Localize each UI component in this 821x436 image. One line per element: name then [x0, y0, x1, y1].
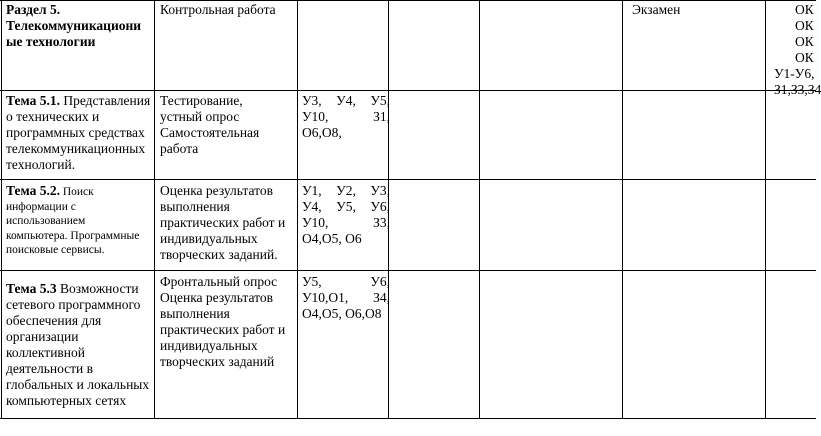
- codes-5-3: У5, У6, У10,О1, З4, О4,О5, О6,О8: [302, 274, 390, 321]
- col-border-5: [622, 0, 623, 419]
- form-5-1: Тестирование, устный опрос Самостоятельная работа: [160, 93, 260, 156]
- col-border-2: [297, 0, 298, 419]
- row-border-4: [0, 418, 816, 419]
- section-competencies: ОК ОК ОК ОК У1-У6, З1,З3,З4: [774, 2, 821, 97]
- form-5-3: Фронтальный опрос Оценка результатов выполнения практических работ и индивидуальных творческих заданий: [160, 274, 286, 369]
- col-border-1: [154, 0, 155, 419]
- row-border-3: [0, 270, 816, 271]
- table-top-border: [0, 0, 816, 1]
- topic-5-2: Тема 5.2. Поиск информации с использованием компьютера. Программные поисковые сервисы.: [6, 183, 140, 256]
- section-form: Контрольная работа: [160, 2, 276, 17]
- col-border-0: [1, 0, 2, 419]
- section-exam: Экзамен: [632, 2, 681, 17]
- row-border-1: [0, 90, 816, 91]
- codes-5-1: У3, У4, У5, У10, З1, О6,О8,: [302, 93, 390, 140]
- form-5-2: Оценка результатов выполнения практических работ и индивидуальных творческих заданий.: [160, 183, 286, 262]
- row-border-2: [0, 179, 816, 180]
- topic-5-1: Тема 5.1. Представления о технических и программных средствах телекоммуникационных технологий.: [6, 93, 151, 172]
- col-border-6: [765, 0, 766, 419]
- codes-5-2: У1, У2, У3, У4, У5, У6, У10, З3, О4,О5, О6: [302, 183, 390, 246]
- section-title: Раздел 5. Телекоммуникациони ые технологии: [6, 2, 142, 49]
- col-border-4: [479, 0, 480, 419]
- topic-5-3: Тема 5.3 Возможности сетевого программного обеспечения для организации коллективной деятельности в глобальных и локальных компьютерных сетях: [6, 281, 150, 408]
